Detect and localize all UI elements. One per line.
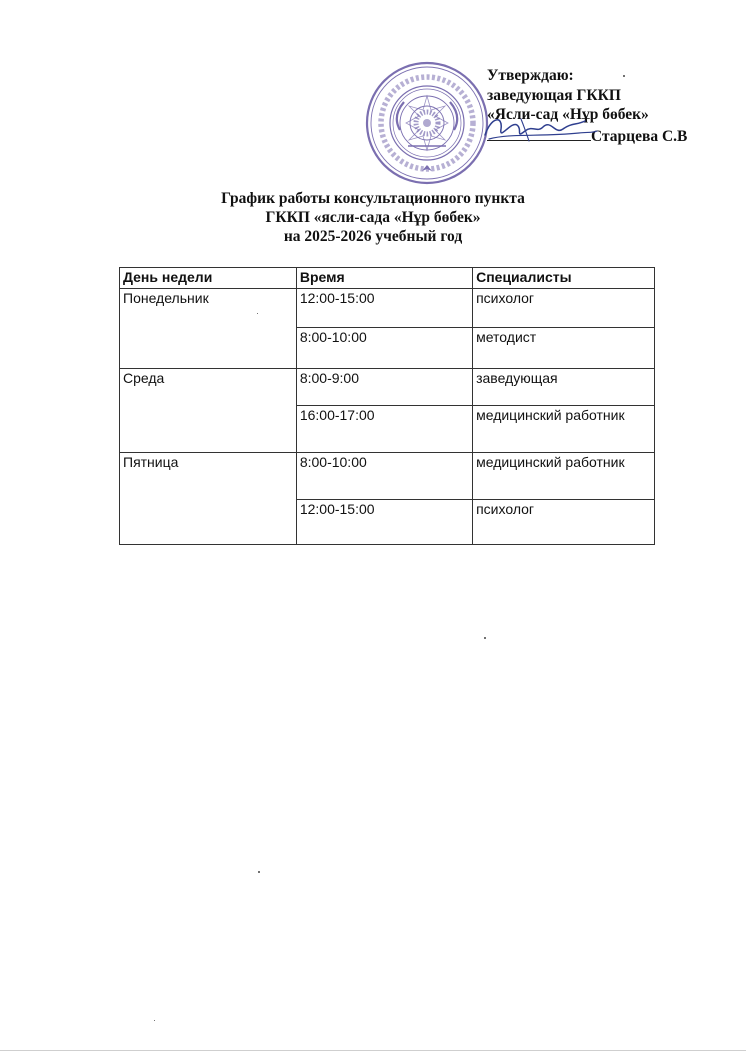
- specialist-cell: заведующая: [473, 369, 655, 406]
- scan-speck: [258, 871, 260, 873]
- specialist-cell: медицинский работник: [473, 453, 655, 500]
- title-line-2: ГККП «ясли-сада «Нұр бөбек»: [265, 209, 481, 226]
- time-cell: 12:00-15:00: [296, 500, 472, 545]
- handwritten-signature-icon: [481, 111, 601, 147]
- approval-heading: Утверждаю:: [487, 67, 574, 84]
- approval-position: заведующая ГККП: [487, 86, 621, 104]
- signature-line: [487, 125, 687, 147]
- specialist-cell: методист: [473, 328, 655, 369]
- specialist-cell: психолог: [473, 500, 655, 545]
- time-cell: 16:00-17:00: [296, 406, 472, 453]
- time-cell: 8:00-9:00: [296, 369, 472, 406]
- scan-speck: [484, 637, 486, 639]
- day-cell: Понедельник: [120, 289, 297, 369]
- scan-speck: [257, 313, 258, 314]
- day-cell: Пятница: [120, 453, 297, 545]
- scan-speck: [623, 75, 625, 77]
- table-row: [120, 289, 655, 328]
- signer-name: Старцева С.В: [591, 127, 688, 145]
- time-cell: 8:00-10:00: [296, 328, 472, 369]
- approval-organization: «Ясли-сад «Нұр бөбек»: [487, 106, 649, 123]
- scan-edge: [0, 1050, 746, 1051]
- table-row: [120, 369, 655, 406]
- specialist-cell: медицинский работник: [473, 406, 655, 453]
- table-row: [120, 453, 655, 500]
- specialist-cell: психолог: [473, 289, 655, 328]
- time-cell: 12:00-15:00: [296, 289, 472, 328]
- column-header-time: Время: [296, 268, 472, 289]
- column-header-day: День недели: [120, 268, 297, 289]
- document-title: [0, 189, 746, 246]
- column-header-specialists: Специалисты: [473, 268, 655, 289]
- time-cell: 8:00-10:00: [296, 453, 472, 500]
- scan-speck: [154, 1020, 155, 1021]
- schedule-table: [119, 267, 655, 545]
- approval-block: [487, 66, 687, 146]
- round-seal-icon: [364, 60, 490, 186]
- day-cell: Среда: [120, 369, 297, 453]
- title-line-1: График работы консультационного пункта: [221, 190, 525, 207]
- table-header-row: [120, 268, 655, 289]
- title-line-3: на 2025-2026 учебный год: [283, 228, 463, 245]
